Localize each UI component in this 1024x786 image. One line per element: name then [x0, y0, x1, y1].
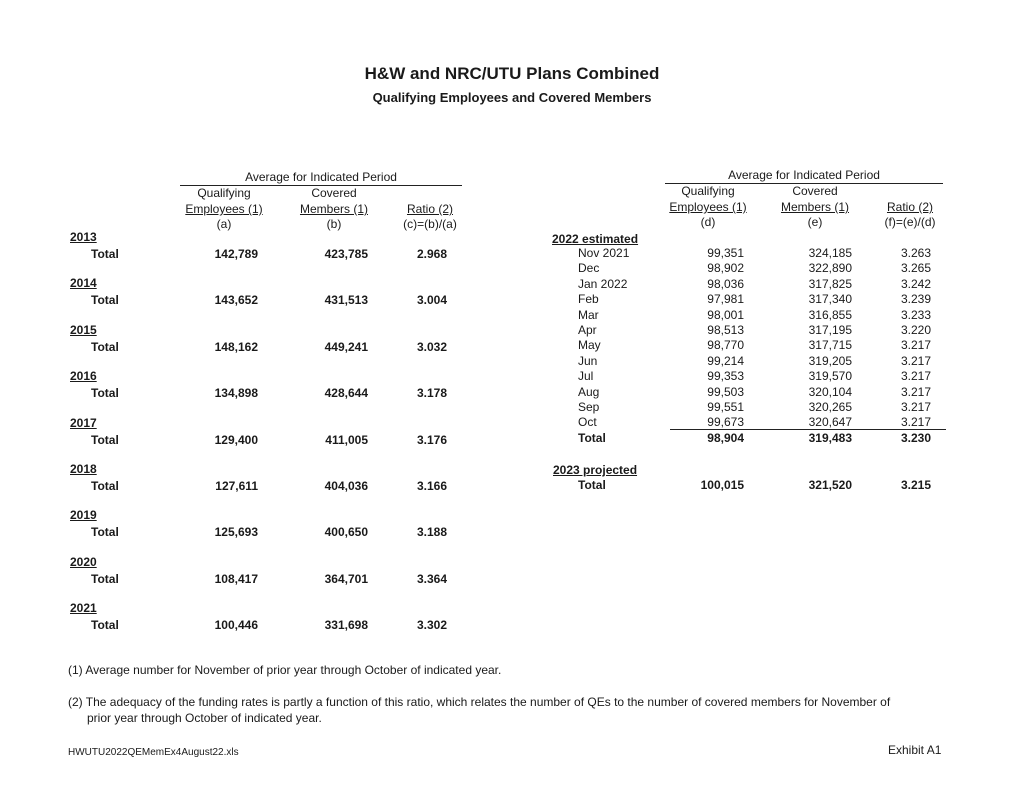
cell-f: 3.217 — [900, 385, 931, 399]
cell-f: 3.233 — [900, 308, 931, 322]
cell-f: 3.220 — [900, 323, 931, 337]
year-heading: 2018 — [70, 462, 97, 476]
cell-f: 3.265 — [900, 261, 931, 275]
row-label: Total — [91, 340, 119, 354]
projected-heading: 2023 projected — [553, 463, 638, 477]
cell-d: 98,770 — [707, 338, 744, 352]
col-f-line2: (f)=(e)/(d) — [884, 215, 936, 229]
month-label: Jan 2022 — [578, 277, 628, 291]
col-b-line2: Members (1) — [299, 202, 368, 216]
source-filename: HWUTU2022QEMemEx4August22.xls — [68, 747, 239, 758]
cell-e: 317,340 — [808, 292, 852, 306]
year-heading: 2015 — [70, 323, 97, 337]
row-label: Total — [91, 572, 119, 586]
right-total-rule — [670, 429, 946, 430]
cell-d: 97,981 — [707, 292, 744, 306]
cell-f: 3.217 — [900, 415, 931, 429]
cell-f: 3.242 — [900, 277, 931, 291]
total-2023-d: 100,015 — [700, 478, 744, 492]
cell-c: 3.166 — [416, 479, 447, 493]
col-d-line3: (d) — [700, 215, 716, 229]
cell-e: 317,825 — [808, 277, 852, 291]
cell-e: 316,855 — [808, 308, 852, 322]
row-label: Total — [91, 386, 119, 400]
cell-c: 3.188 — [416, 525, 447, 539]
month-label: Aug — [578, 385, 600, 399]
cell-e: 319,570 — [808, 369, 852, 383]
total-2022-label: Total — [578, 431, 606, 445]
cell-a: 134,898 — [214, 386, 258, 400]
cell-f: 3.239 — [900, 292, 931, 306]
right-period-header: Average for Indicated Period — [728, 168, 880, 182]
cell-d: 98,036 — [707, 277, 744, 291]
page-title: H&W and NRC/UTU Plans Combined — [364, 64, 660, 83]
cell-d: 99,673 — [707, 415, 744, 429]
exhibit-label: Exhibit A1 — [888, 743, 942, 757]
col-d-line1: Qualifying — [681, 184, 735, 198]
cell-d: 98,001 — [707, 308, 744, 322]
month-label: Feb — [578, 292, 599, 306]
cell-a: 125,693 — [214, 525, 258, 539]
total-2022-e: 319,483 — [808, 431, 852, 445]
cell-a: 108,417 — [214, 572, 258, 586]
footnote-2-line2: prior year through October of indicated year. — [87, 711, 322, 725]
cell-f: 3.263 — [900, 246, 931, 260]
cell-c: 3.178 — [416, 386, 447, 400]
cell-e: 324,185 — [808, 246, 852, 260]
cell-c: 3.302 — [416, 618, 447, 632]
cell-e: 317,715 — [808, 338, 852, 352]
cell-b: 331,698 — [324, 618, 368, 632]
cell-b: 423,785 — [324, 247, 368, 261]
cell-b: 411,005 — [325, 433, 368, 447]
cell-c: 3.176 — [416, 433, 447, 447]
year-heading: 2014 — [70, 276, 97, 290]
cell-a: 142,789 — [214, 247, 258, 261]
total-2023-f: 3.215 — [900, 478, 931, 492]
cell-a: 127,611 — [215, 479, 258, 493]
col-e-line1: Covered — [792, 184, 838, 198]
total-2023-e: 321,520 — [808, 478, 852, 492]
month-label: May — [578, 338, 601, 352]
cell-f: 3.217 — [900, 400, 931, 414]
cell-d: 99,214 — [707, 354, 744, 368]
col-e-line2: Members (1) — [780, 200, 849, 214]
year-heading: 2021 — [70, 601, 97, 615]
cell-d: 99,351 — [707, 246, 744, 260]
cell-a: 143,652 — [214, 293, 258, 307]
cell-e: 322,890 — [808, 261, 852, 275]
cell-b: 428,644 — [324, 386, 368, 400]
col-f-line1: Ratio (2) — [886, 200, 933, 214]
month-label: Mar — [578, 308, 599, 322]
cell-b: 404,036 — [324, 479, 368, 493]
cell-d: 99,353 — [707, 369, 744, 383]
left-period-header: Average for Indicated Period — [245, 170, 397, 184]
col-c-line1: Ratio (2) — [406, 202, 453, 216]
total-2023-label: Total — [578, 478, 606, 492]
col-b-line3: (b) — [326, 217, 342, 231]
cell-a: 100,446 — [214, 618, 258, 632]
cell-e: 320,104 — [808, 385, 852, 399]
total-2022-f: 3.230 — [900, 431, 931, 445]
year-heading: 2017 — [70, 416, 97, 430]
cell-d: 99,551 — [707, 400, 744, 414]
cell-f: 3.217 — [900, 354, 931, 368]
cell-c: 3.364 — [416, 572, 447, 586]
col-a-line2: Employees (1) — [185, 202, 263, 216]
cell-b: 431,513 — [324, 293, 368, 307]
page-subtitle: Qualifying Employees and Covered Members — [372, 90, 652, 105]
footnote-2-line1: (2) The adequacy of the funding rates is partly a function of this ratio, which relates the number of QEs to the number of covered members for November of — [68, 695, 891, 709]
cell-e: 317,195 — [808, 323, 852, 337]
row-label: Total — [91, 479, 119, 493]
month-label: Jun — [578, 354, 598, 368]
year-heading: 2020 — [70, 555, 97, 569]
month-label: Apr — [578, 323, 597, 337]
cell-d: 98,513 — [707, 323, 744, 337]
cell-d: 99,503 — [707, 385, 744, 399]
year-heading: 2016 — [70, 369, 97, 383]
row-label: Total — [91, 618, 119, 632]
estimated-heading: 2022 estimated — [552, 232, 639, 246]
month-label: Sep — [578, 400, 600, 414]
row-label: Total — [91, 247, 119, 261]
cell-c: 3.032 — [416, 340, 447, 354]
col-e-line3: (e) — [807, 215, 823, 229]
cell-f: 3.217 — [900, 369, 931, 383]
row-label: Total — [91, 293, 119, 307]
cell-c: 2.968 — [416, 247, 447, 261]
row-label: Total — [91, 433, 119, 447]
cell-e: 320,647 — [808, 415, 852, 429]
cell-b: 364,701 — [324, 572, 368, 586]
cell-b: 449,241 — [324, 340, 368, 354]
col-b-line1: Covered — [311, 186, 357, 200]
month-label: Jul — [578, 369, 594, 383]
col-a-line3: (a) — [216, 217, 232, 231]
footnote-1: (1) Average number for November of prior year through October of indicated year. — [68, 663, 502, 677]
month-label: Oct — [578, 415, 597, 429]
col-c-line2: (c)=(b)/(a) — [403, 217, 457, 231]
cell-e: 319,205 — [808, 354, 852, 368]
cell-a: 148,162 — [214, 340, 258, 354]
row-label: Total — [91, 525, 119, 539]
cell-f: 3.217 — [900, 338, 931, 352]
month-label: Nov 2021 — [578, 246, 630, 260]
col-d-line2: Employees (1) — [669, 200, 747, 214]
cell-d: 98,902 — [707, 261, 744, 275]
cell-c: 3.004 — [416, 293, 447, 307]
cell-a: 129,400 — [214, 433, 258, 447]
cell-e: 320,265 — [808, 400, 852, 414]
col-a-line1: Qualifying — [197, 186, 251, 200]
total-2022-d: 98,904 — [707, 431, 744, 445]
year-heading: 2019 — [70, 508, 97, 522]
month-label: Dec — [578, 261, 600, 275]
year-heading: 2013 — [70, 230, 97, 244]
cell-b: 400,650 — [324, 525, 368, 539]
